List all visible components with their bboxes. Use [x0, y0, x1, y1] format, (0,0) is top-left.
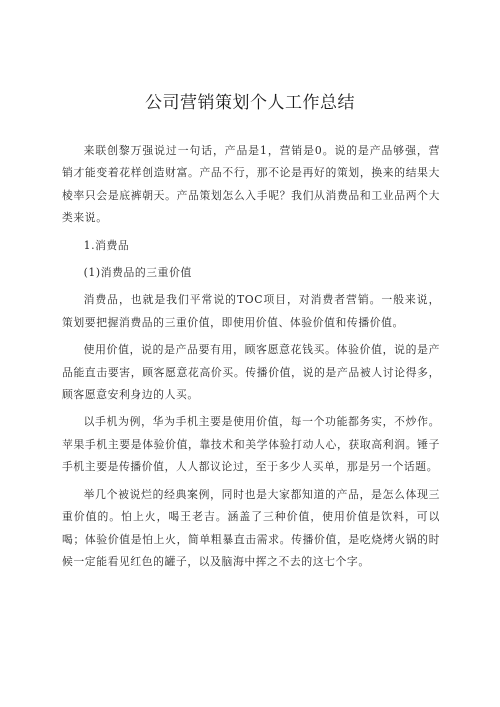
document-title: 公司营销策划个人工作总结: [145, 93, 355, 113]
paragraph-value-definitions: 使用价值，说的是产品要有用，顾客愿意花钱买。体验价值，说的是产品能直击要害，顾客愿意花高价买。传播价值，说的是产品被人讨论得多，顾客愿意安利身边的人买。: [62, 343, 440, 402]
paragraph-phone-example: 以手机为例，华为手机主要是使用价值，每一个功能都务实，不炒作。苹果手机主要是体验价值，靠技术和美学体验打动人心，获取高利润。锤子手机主要是传播价值，人人都议论过，至于多少人买单，那是另一个话题。: [62, 415, 440, 474]
section-heading-consumer-goods: 1.消费品: [83, 238, 130, 252]
paragraph-consumer-goods: 消费品，也就是我们平常说的TOC项目，对消费者营销。一般来说，策划要把握消费品的三重价值，即使用价值、体验价值和传播价值。: [62, 293, 440, 329]
document-body: [62, 140, 440, 578]
subsection-heading-three-values: (1)消费品的三重价值: [83, 266, 192, 280]
paragraph-intro: 来联创黎万强说过一句话，产品是1，营销是0。说的是产品够强，营销才能变着花样创造财富。产品不行，那不论是再好的策划，换来的结果大棱率只会是底裤朝天。产品策划怎么入手呢？我们从消费品和工业品两个大类来说。: [62, 144, 440, 225]
paragraph-classic-case: 举几个被说烂的经典案例，同时也是大家都知道的产品，是怎么体现三重价值的。怕上火，喝王老吉。涵盖了三种价值，使用价值是饮料，可以喝；体验价值是怕上火，简单粗暴直击需求。传播价值，是吃烧烤火锅的时候一定能看见红色的罐子，以及脑海中挥之不去的这七个字。: [62, 487, 440, 568]
